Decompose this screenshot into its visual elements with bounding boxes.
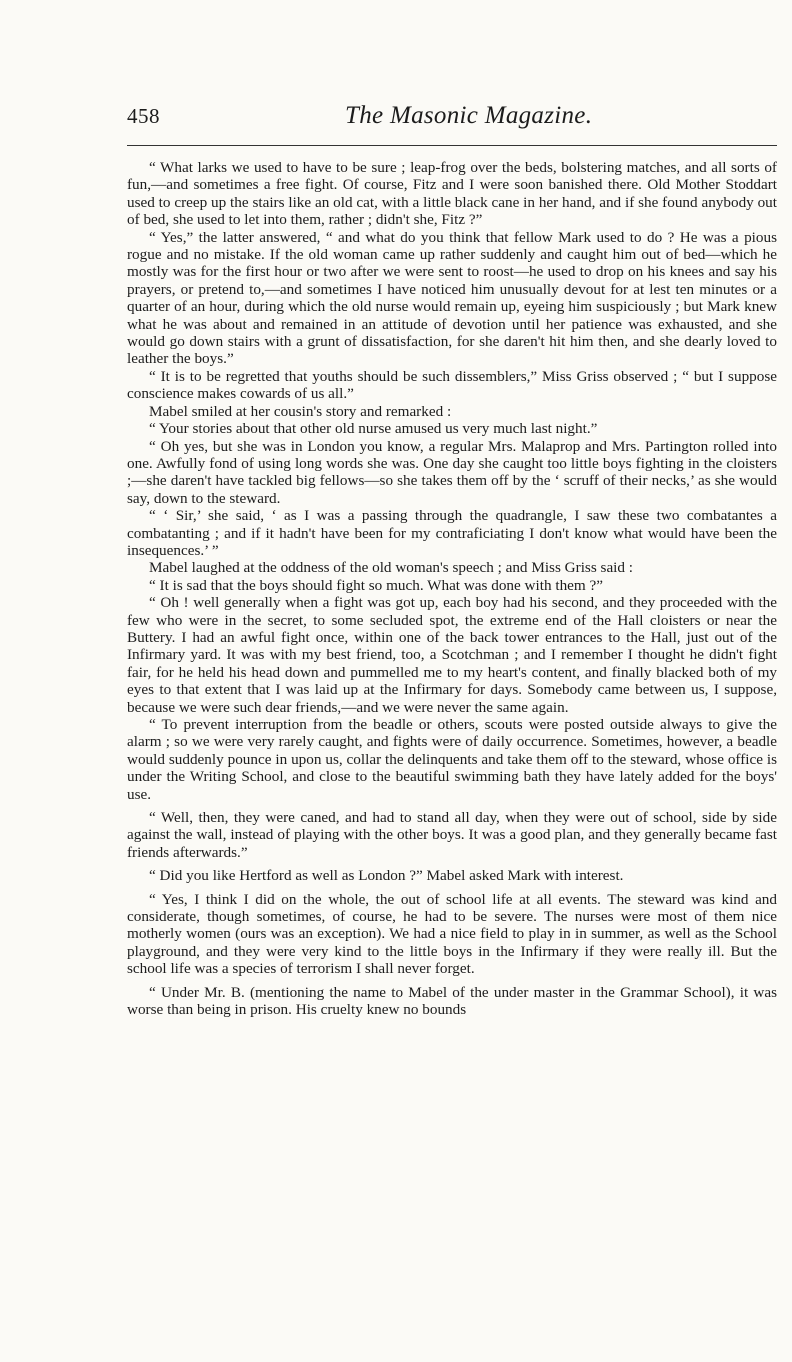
paragraph: Mabel laughed at the oddness of the old woman's speech ; and Miss Griss said : xyxy=(149,559,634,577)
paragraph: “ Yes, I think I did on the whole, the out of school life at all events. The steward was kind and considerate, though sometimes, of course, he had to be severe. The nurses were most of them nice motherly women (ours was an exception). We had a nice field to play in in summer, as well as the School playground, and they were very kind to the little boys in the Infirmary if they were really ill. But the school life was a species of terrorism I shall never forget. xyxy=(127,890,777,978)
paragraph: “ ‘ Sir,’ she said, ‘ as I was a passing through the quadrangle, I saw these two combatantes a combatanting ; and if it hadn't have been for my contraficiating I don't know what would have been the insequences.’ ” xyxy=(127,507,777,559)
paragraph: “ To prevent interruption from the beadle or others, scouts were posted outside always to give the alarm ; so we were very rarely caught, and fights were of daily occurrence. Sometimes, however, a beadle would suddenly pounce in upon us, collar the delinquents and take them off to the steward, whose office is under the Writing School, and close to the beautiful swimming bath they have lately added for the boys' use. xyxy=(127,716,777,803)
paragraph: “ Well, then, they were caned, and had to stand all day, when they were out of school, side by side against the wall, instead of playing with the other boys. It was a good plan, and they generally became fast friends afterwards.” xyxy=(127,809,777,861)
paragraph: “ Yes,” the latter answered, “ and what do you think that fellow Mark used to do ? He was a pious rogue and no mistake. If the old woman came up rather suddenly and caught him out of bed—which he mostly was for the first hour or two after we were sent to roost—he used to drop on his knees and say his prayers, or pretend to,—and sometimes I have noticed him unusually devout for at lest ten minutes or a quarter of an hour, during which the old nurse would remain up, eyeing him suspiciously ; but Mark knew what he was about and remained in an attitude of devotion until her patience was exhausted, and she would go down stairs with a grunt of dissatisfaction, for she daren't hit him then, and she dearly loved to leather the boys.” xyxy=(127,228,777,368)
paragraph: Mabel smiled at her cousin's story and remarked : xyxy=(149,402,452,420)
paragraph: “ Oh yes, but she was in London you know, a regular Mrs. Malaprop and Mrs. Partington rolled into one. Awfully fond of using long words she was. One day she caught too little boys fighting in the cloisters ;—she daren't have tackled big fellows—so she takes them off by the ‘ scruff of their necks,’ as she would say, down to the steward. xyxy=(127,437,777,507)
paragraph: “ Under Mr. B. (mentioning the name to Mabel of the under master in the Grammar School), it was worse than being in prison. His cruelty knew no bounds xyxy=(127,983,777,1019)
header-rule xyxy=(127,145,777,146)
paragraph: “ Your stories about that other old nurse amused us very much last night.” xyxy=(149,420,598,438)
paragraph: “ It is to be regretted that youths should be such dissemblers,” Miss Griss observed ; “ but I suppose conscience makes cowards of us all.” xyxy=(127,367,777,403)
paragraph: “ Did you like Hertford as well as London ?” Mabel asked Mark with interest. xyxy=(149,867,624,885)
page-header xyxy=(127,100,774,140)
running-title: The Masonic Magazine. xyxy=(345,102,593,129)
article-body xyxy=(127,159,777,1019)
paragraph: “ It is sad that the boys should fight so much. What was done with them ?” xyxy=(149,576,604,594)
paragraph: “ What larks we used to have to be sure ; leap-frog over the beds, bolstering matches, and all sorts of fun,—and sometimes a free fight. Of course, Fitz and I were soon banished there. Old Mother Stoddart used to creep up the stairs like an old cat, with a little black cane in her hand, and if she found anybody out of bed, she used to let into them, rather ; didn't she, Fitz ?” xyxy=(127,159,777,229)
page-number: 458 xyxy=(127,104,160,128)
paragraph: “ Oh ! well generally when a fight was got up, each boy had his second, and they proceeded with the few who were in the secret, to some secluded spot, the extreme end of the Hall cloisters or near the Buttery. I had an awful fight once, within one of the back tower entrances to the Hall, just out of the Infirmary yard. It was with my best friend, too, a Scotchman ; and I remember I thought he didn't fight fair, for he held his head down and pummelled me to my heart's content, and finally blacked both of my eyes to that extent that I was laid up at the Infirmary for days. Somebody came between us, I suppose, because we were such dear friends,—and we were never the same again. xyxy=(127,594,777,716)
